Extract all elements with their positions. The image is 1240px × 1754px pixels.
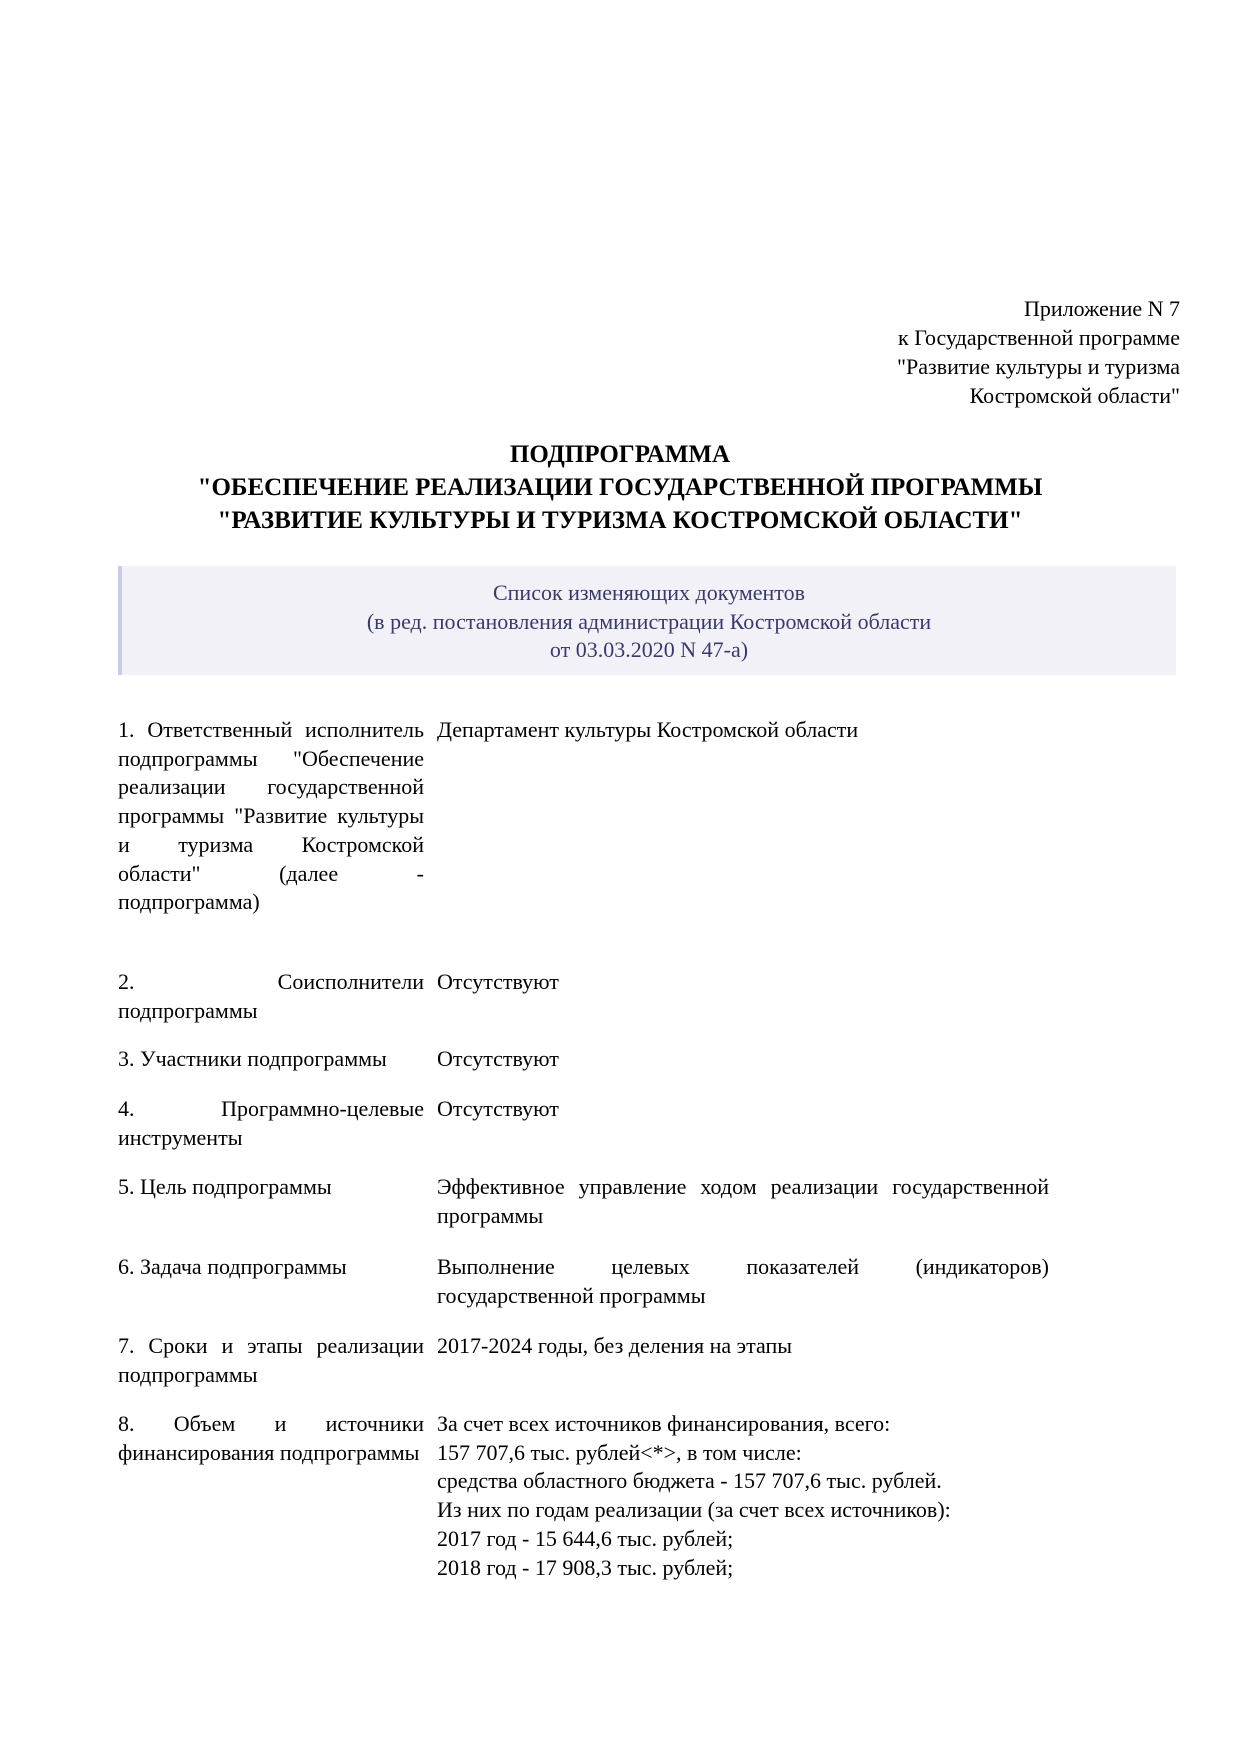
- value-line: Отсутствуют: [437, 969, 559, 994]
- row-label: 2. Соисполнители подпрограммы: [118, 969, 424, 1023]
- value-line: Эффективное управление ходом реализации государственной программы: [437, 1174, 1049, 1228]
- appendix-line: к Государственной программе: [898, 325, 1180, 350]
- changes-line: от 03.03.2020 N 47-а): [549, 637, 749, 662]
- row-label: 3. Участники подпрограммы: [118, 1046, 387, 1071]
- appendix-header: [897, 294, 1180, 410]
- row-value: [437, 1332, 1167, 1361]
- appendix-line: Приложение N 7: [1024, 296, 1180, 321]
- value-line: Из них по годам реализации (за счет всех источников):: [437, 1497, 951, 1523]
- appendix-line: "Развитие культуры и туризма: [897, 354, 1180, 379]
- row-label: 5. Цель подпрограммы: [118, 1174, 332, 1199]
- changes-line: (в ред. постановления администрации Костромской области: [366, 608, 932, 634]
- value-line: 2017 год - 15 644,6 тыс. рублей;: [437, 1525, 734, 1551]
- value-line: 2018 год - 17 908,3 тыс. рублей;: [437, 1554, 734, 1580]
- value-line: Выполнение целевых показателей (индикаторов) государственной программы: [437, 1254, 1049, 1308]
- value-line: Департамент культуры Костромской области: [437, 717, 859, 742]
- title-line: "ОБЕСПЕЧЕНИЕ РЕАЛИЗАЦИИ ГОСУДАРСТВЕННОЙ ПРОГРАММЫ: [197, 474, 1043, 501]
- document-title: [0, 438, 1240, 537]
- row-value: [437, 1410, 1167, 1582]
- value-line: Отсутствуют: [437, 1046, 559, 1071]
- changes-line: Список изменяющих документов: [492, 580, 805, 605]
- row-value: [437, 968, 1167, 997]
- row-value: [437, 1045, 1167, 1074]
- row-value: [437, 1253, 1049, 1310]
- title-line: ПОДПРОГРАММА: [509, 441, 731, 468]
- value-line: За счет всех источников финансирования, всего:: [437, 1411, 891, 1436]
- value-line: 2017-2024 годы, без деления на этапы: [437, 1333, 793, 1358]
- title-line: "РАЗВИТИЕ КУЛЬТУРЫ И ТУРИЗМА КОСТРОМСКОЙ ОБЛАСТИ": [217, 507, 1023, 534]
- row-label: 7. Сроки и этапы реализации подпрограммы: [118, 1333, 424, 1387]
- row-label: 6. Задача подпрограммы: [118, 1254, 347, 1279]
- value-line: Отсутствуют: [437, 1096, 559, 1121]
- value-line: средства областного бюджета - 157 707,6 тыс. рублей.: [437, 1468, 942, 1494]
- row-label: 4. Программно-целевые инструменты: [118, 1096, 424, 1150]
- amending-documents-box: [118, 566, 1176, 675]
- value-line: 157 707,6 тыс. рублей<*>, в том числе:: [437, 1439, 802, 1465]
- row-value: [437, 1173, 1049, 1230]
- row-label: 8. Объем и источники финансирования подпрограммы: [118, 1411, 424, 1465]
- appendix-line: Костромской области": [969, 383, 1180, 408]
- row-value: [437, 1095, 1167, 1124]
- row-label: 1. Ответственный исполнитель подпрограммы "Обеспечение реализации государственной программы "Развитие культуры и туризма Костромской области" (далее - подпрограмма): [118, 717, 424, 915]
- row-value: [437, 716, 1167, 745]
